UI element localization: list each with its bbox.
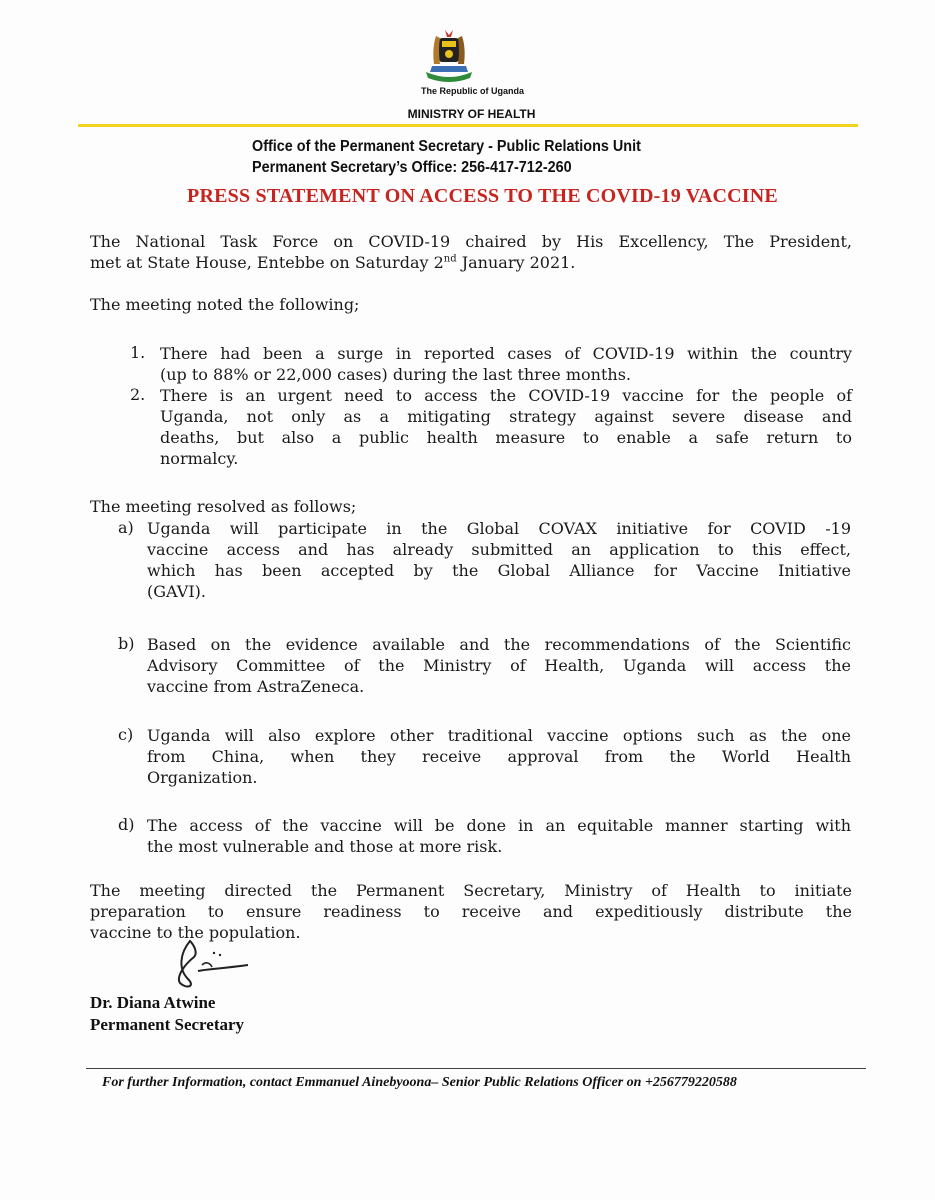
signatory-name: Dr. Diana Atwine bbox=[90, 993, 216, 1012]
intro-line: The National Task Force on COVID-19 chaired by His Excellency, The President, bbox=[90, 232, 852, 251]
directive-paragraph bbox=[90, 880, 852, 943]
directive-line: vaccine to the population. bbox=[90, 923, 301, 942]
item-line: vaccine access and has already submitted an application to this effect, bbox=[147, 540, 851, 559]
list-item bbox=[147, 815, 851, 857]
item-line: There is an urgent need to access the COVID-19 vaccine for the people of bbox=[160, 386, 852, 405]
item-line: Uganda, not only as a mitigating strategy against severe disease and bbox=[160, 407, 852, 426]
item-line: from China, when they receive approval from the World Health bbox=[147, 747, 851, 766]
list-letter: d) bbox=[118, 815, 135, 834]
list-item bbox=[160, 385, 852, 469]
ordinal-suffix: nd bbox=[443, 253, 457, 265]
office-line: Office of the Permanent Secretary - Public Relations Unit bbox=[252, 138, 641, 155]
list-item bbox=[160, 343, 852, 385]
directive-line: preparation to ensure readiness to receive and expeditiously distribute the bbox=[90, 902, 852, 921]
item-line: deaths, but also a public health measure to enable a safe return to bbox=[160, 428, 852, 447]
signatory-role: Permanent Secretary bbox=[90, 1015, 245, 1034]
office-block bbox=[252, 136, 641, 178]
republic-label: The Republic of Uganda bbox=[420, 86, 524, 96]
list-letter: a) bbox=[118, 518, 134, 537]
item-line: The access of the vaccine will be done in an equitable manner starting with bbox=[147, 816, 851, 835]
press-statement-title: PRESS STATEMENT ON ACCESS TO THE COVID-19 VACCINE bbox=[187, 185, 778, 207]
list-letter: c) bbox=[118, 725, 134, 744]
office-phone-line: Permanent Secretary’s Office: 256-417-712-260 bbox=[252, 159, 572, 176]
list-number: 2. bbox=[130, 385, 146, 404]
item-line: which has been accepted by the Global Alliance for Vaccine Initiative bbox=[147, 561, 851, 580]
ministry-label: MINISTRY OF HEALTH bbox=[407, 107, 536, 121]
coat-of-arms-icon bbox=[418, 28, 480, 86]
intro-line bbox=[90, 252, 852, 273]
signatory-block bbox=[90, 992, 244, 1036]
footer-divider bbox=[86, 1068, 866, 1069]
item-line: vaccine from AstraZeneca. bbox=[147, 677, 365, 696]
intro-paragraph bbox=[90, 231, 852, 273]
list-number: 1. bbox=[130, 343, 146, 362]
directive-line: The meeting directed the Permanent Secretary, Ministry of Health to initiate bbox=[90, 881, 852, 900]
item-line: (up to 88% or 22,000 cases) during the last three months. bbox=[160, 365, 631, 384]
item-line: Organization. bbox=[147, 768, 258, 787]
item-line: There had been a surge in reported cases of COVID-19 within the country bbox=[160, 344, 852, 363]
resolved-heading: The meeting resolved as follows; bbox=[90, 497, 357, 516]
intro-text: met at State House, Entebbe on Saturday 2 bbox=[90, 253, 444, 272]
item-line: Uganda will participate in the Global COVAX initiative for COVID -19 bbox=[147, 519, 851, 538]
noted-heading: The meeting noted the following; bbox=[90, 295, 360, 314]
item-line: normalcy. bbox=[160, 449, 239, 468]
footer-contact: For further Information, contact Emmanuel Ainebyoona– Senior Public Relations Officer on +256779220588 bbox=[102, 1075, 737, 1090]
list-letter: b) bbox=[118, 634, 135, 653]
item-line: Advisory Committee of the Ministry of Health, Uganda will access the bbox=[147, 656, 851, 675]
signature-icon bbox=[168, 935, 258, 990]
header-divider bbox=[78, 124, 858, 127]
item-line: Based on the evidence available and the recommendations of the Scientific bbox=[147, 635, 851, 654]
item-line: the most vulnerable and those at more risk. bbox=[147, 837, 503, 856]
item-line: Uganda will also explore other traditional vaccine options such as the one bbox=[147, 726, 851, 745]
item-line: (GAVI). bbox=[147, 582, 206, 601]
intro-text: January 2021. bbox=[456, 253, 576, 272]
list-item bbox=[147, 518, 851, 602]
list-item bbox=[147, 634, 851, 697]
list-item bbox=[147, 725, 851, 788]
